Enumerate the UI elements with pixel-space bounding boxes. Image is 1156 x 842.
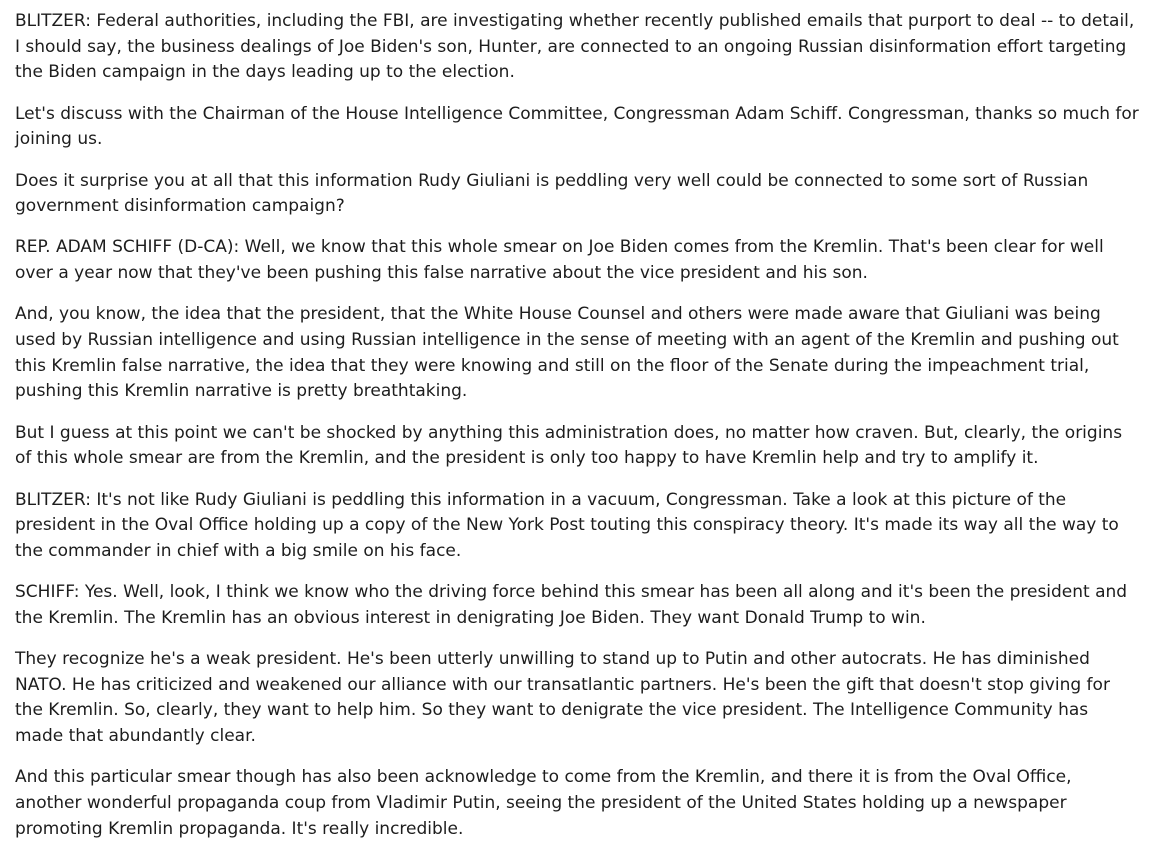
transcript-paragraph: They recognize he's a weak president. He's been utterly unwilling to stand up to Putin and other autocrats. He has diminished NATO. He has criticized and weakened our alliance with our transatlantic partners. He's been the gift that doesn't stop giving for the Kremlin. So, clearly, they want to help him. So they want to denigrate the vice president. The Intelligence Community has made that abundantly clear.: [15, 649, 1110, 747]
transcript-paragraph: SCHIFF: Yes. Well, look, I think we know who the driving force behind this smear has been all along and it's been the president and the Kremlin. The Kremlin has an obvious interest in denigrating Joe Biden. They want Donald Trump to win.: [15, 582, 1128, 628]
transcript-paragraph: Let's discuss with the Chairman of the House Intelligence Committee, Congressman Adam Schiff. Congressman, thanks so much for joining us.: [15, 103, 1139, 150]
transcript-paragraph: But I guess at this point we can't be shocked by anything this administration does, no matter how craven. But, clearly, the origins of this whole smear are from the Kremlin, and the president is only too happy to have Kremlin help and try to amplify it.: [15, 422, 1123, 469]
transcript-paragraph: Does it surprise you at all that this information Rudy Giuliani is peddling very well could be connected to some sort of Russian government disinformation campaign?: [15, 170, 1089, 217]
transcript-paragraph: REP. ADAM SCHIFF (D-CA): Well, we know that this whole smear on Joe Biden comes from the Kremlin. That's been clear for well over a year now that they've been pushing this false narrative about the vice president and his son.: [15, 237, 1104, 284]
transcript-body: [15, 9, 1141, 842]
transcript-paragraph: BLITZER: It's not like Rudy Giuliani is peddling this information in a vacuum, Congressman. Take a look at this picture of the president in the Oval Office holding up a copy of the New York Post touting this conspiracy theory. It's made its way all the way to the commander in chief with a big smile on his face.: [15, 489, 1119, 561]
transcript-paragraph: BLITZER: Federal authorities, including the FBI, are investigating whether recently published emails that purport to deal -- to detail, I should say, the business dealings of Joe Biden's son, Hunter, are connected to an ongoing Russian disinformation effort targeting the Biden campaign in the days leading up to the election.: [15, 11, 1135, 83]
transcript-paragraph: And this particular smear though has also been acknowledge to come from the Kremlin, and there it is from the Oval Office, another wonderful propaganda coup from Vladimir Putin, seeing the president of the United States holding up a newspaper promoting Kremlin propaganda. It's really incredible.: [15, 767, 1072, 839]
transcript-paragraph: And, you know, the idea that the president, that the White House Counsel and others were made aware that Giuliani was being used by Russian intelligence and using Russian intelligence in the sense of meeting with an agent of the Kremlin and pushing out this Kremlin false narrative, the idea that they were knowing and still on the floor of the Senate during the impeachment trial, pushing this Kremlin narrative is pretty breathtaking.: [15, 304, 1119, 402]
